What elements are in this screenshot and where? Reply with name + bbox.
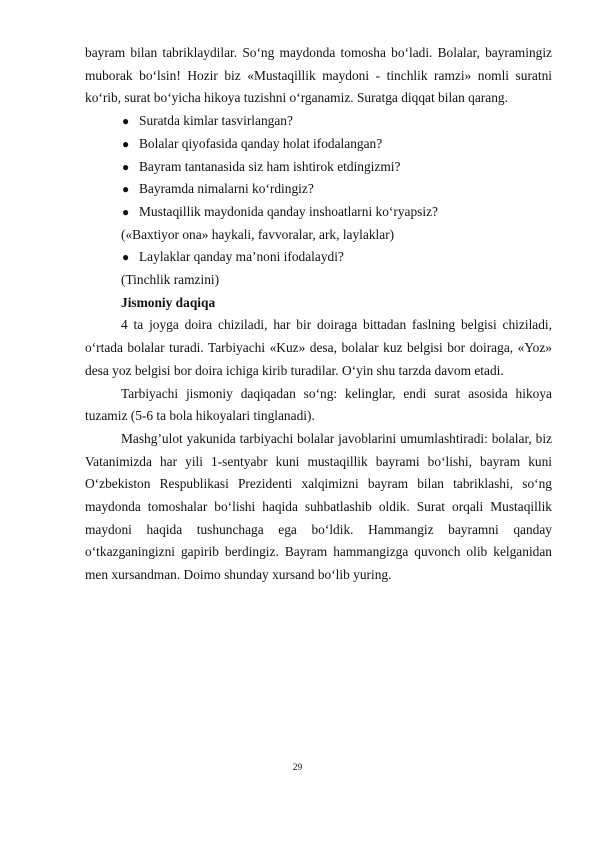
page-content xyxy=(85,42,552,587)
page-number: 29 xyxy=(292,763,303,773)
question-text: Mustaqillik maydonida qanday inshoatlarni ko‘ryapsiz? xyxy=(139,203,438,219)
list-item xyxy=(85,246,552,269)
list-item xyxy=(85,156,552,179)
answer-text-2: (Tinchlik ramzini) xyxy=(121,272,220,288)
bullet-icon: ● xyxy=(122,250,130,265)
question-text: Laylaklar qanday ma’noni ifodalaydi? xyxy=(139,249,344,265)
question-list-2 xyxy=(85,246,552,269)
bullet-icon: ● xyxy=(122,182,130,197)
paragraph-game: 4 ta joyga doira chiziladi, har bir doiraga bittadan faslning belgisi chiziladi, o‘rtada bolalar turadi. Tarbiyachi «Kuz» desa, bolalar kuz belgisi bor doiraga, «Yoz» desa yoz belgisi bor doira ichiga kirib turadilar. O‘yin shu tarzda davom etadi. xyxy=(85,317,552,378)
list-item xyxy=(85,178,552,201)
answer-text: («Baxtiyor ona» haykali, favvoralar, ark, laylaklar) xyxy=(121,226,395,242)
section-heading: Jismoniy daqiqa xyxy=(121,294,216,310)
paragraph-summary: Mashg’ulot yakunida tarbiyachi bolalar javoblarini umumlashtiradi: bolalar, biz Vatanimizda har yili 1-sentyabr kuni mustaqillik bayrami bo‘lishi, bayram kuni O‘zbekiston Respublikasi Prezidenti xalqimizni bayram bilan tabriklashi, so‘ng maydonda tomoshalar bo‘lishi haqida suhbatlashib oldik. Surat orqali Mustaqillik maydoni haqida tushunchaga ega bo‘ldik. Hammangiz bayramni qanday o‘tkazganingizni gapirib berdingiz. Bayram hammangizga quvonch olib kelganidan men xursandman. Doimo shunday xursand bo‘lib yuring. xyxy=(85,430,552,583)
question-text: Bayramda nimalarni ko‘rdingiz? xyxy=(139,181,314,197)
paragraph-story: Tarbiyachi jismoniy daqiqadan so‘ng: kelinglar, endi surat asosida hikoya tuzamiz (5-6 ta bola hikoyalari tinglanadi). xyxy=(85,385,552,424)
question-text: Suratda kimlar tasvirlangan? xyxy=(139,113,293,129)
list-item xyxy=(85,133,552,156)
question-text: Bolalar qiyofasida qanday holat ifodalangan? xyxy=(139,135,383,151)
bullet-icon: ● xyxy=(122,204,130,219)
question-text: Bayram tantanasida siz ham ishtirok etdingizmi? xyxy=(139,158,401,174)
list-item xyxy=(85,201,552,224)
list-item xyxy=(85,110,552,133)
bullet-icon: ● xyxy=(122,159,130,174)
question-list xyxy=(85,110,552,224)
bullet-icon: ● xyxy=(122,136,130,151)
paragraph-intro: bayram bilan tabriklaydilar. So‘ng maydonda tomosha bo‘ladi. Bolalar, bayramingiz muborak bo‘lsin! Hozir biz «Mustaqillik maydoni - tinchlik ramzi» nomli suratni ko‘rib, surat bo‘yicha hikoya tuzishni o‘rganamiz. Suratga diqqat bilan qarang. xyxy=(85,45,552,106)
bullet-icon: ● xyxy=(122,114,130,129)
